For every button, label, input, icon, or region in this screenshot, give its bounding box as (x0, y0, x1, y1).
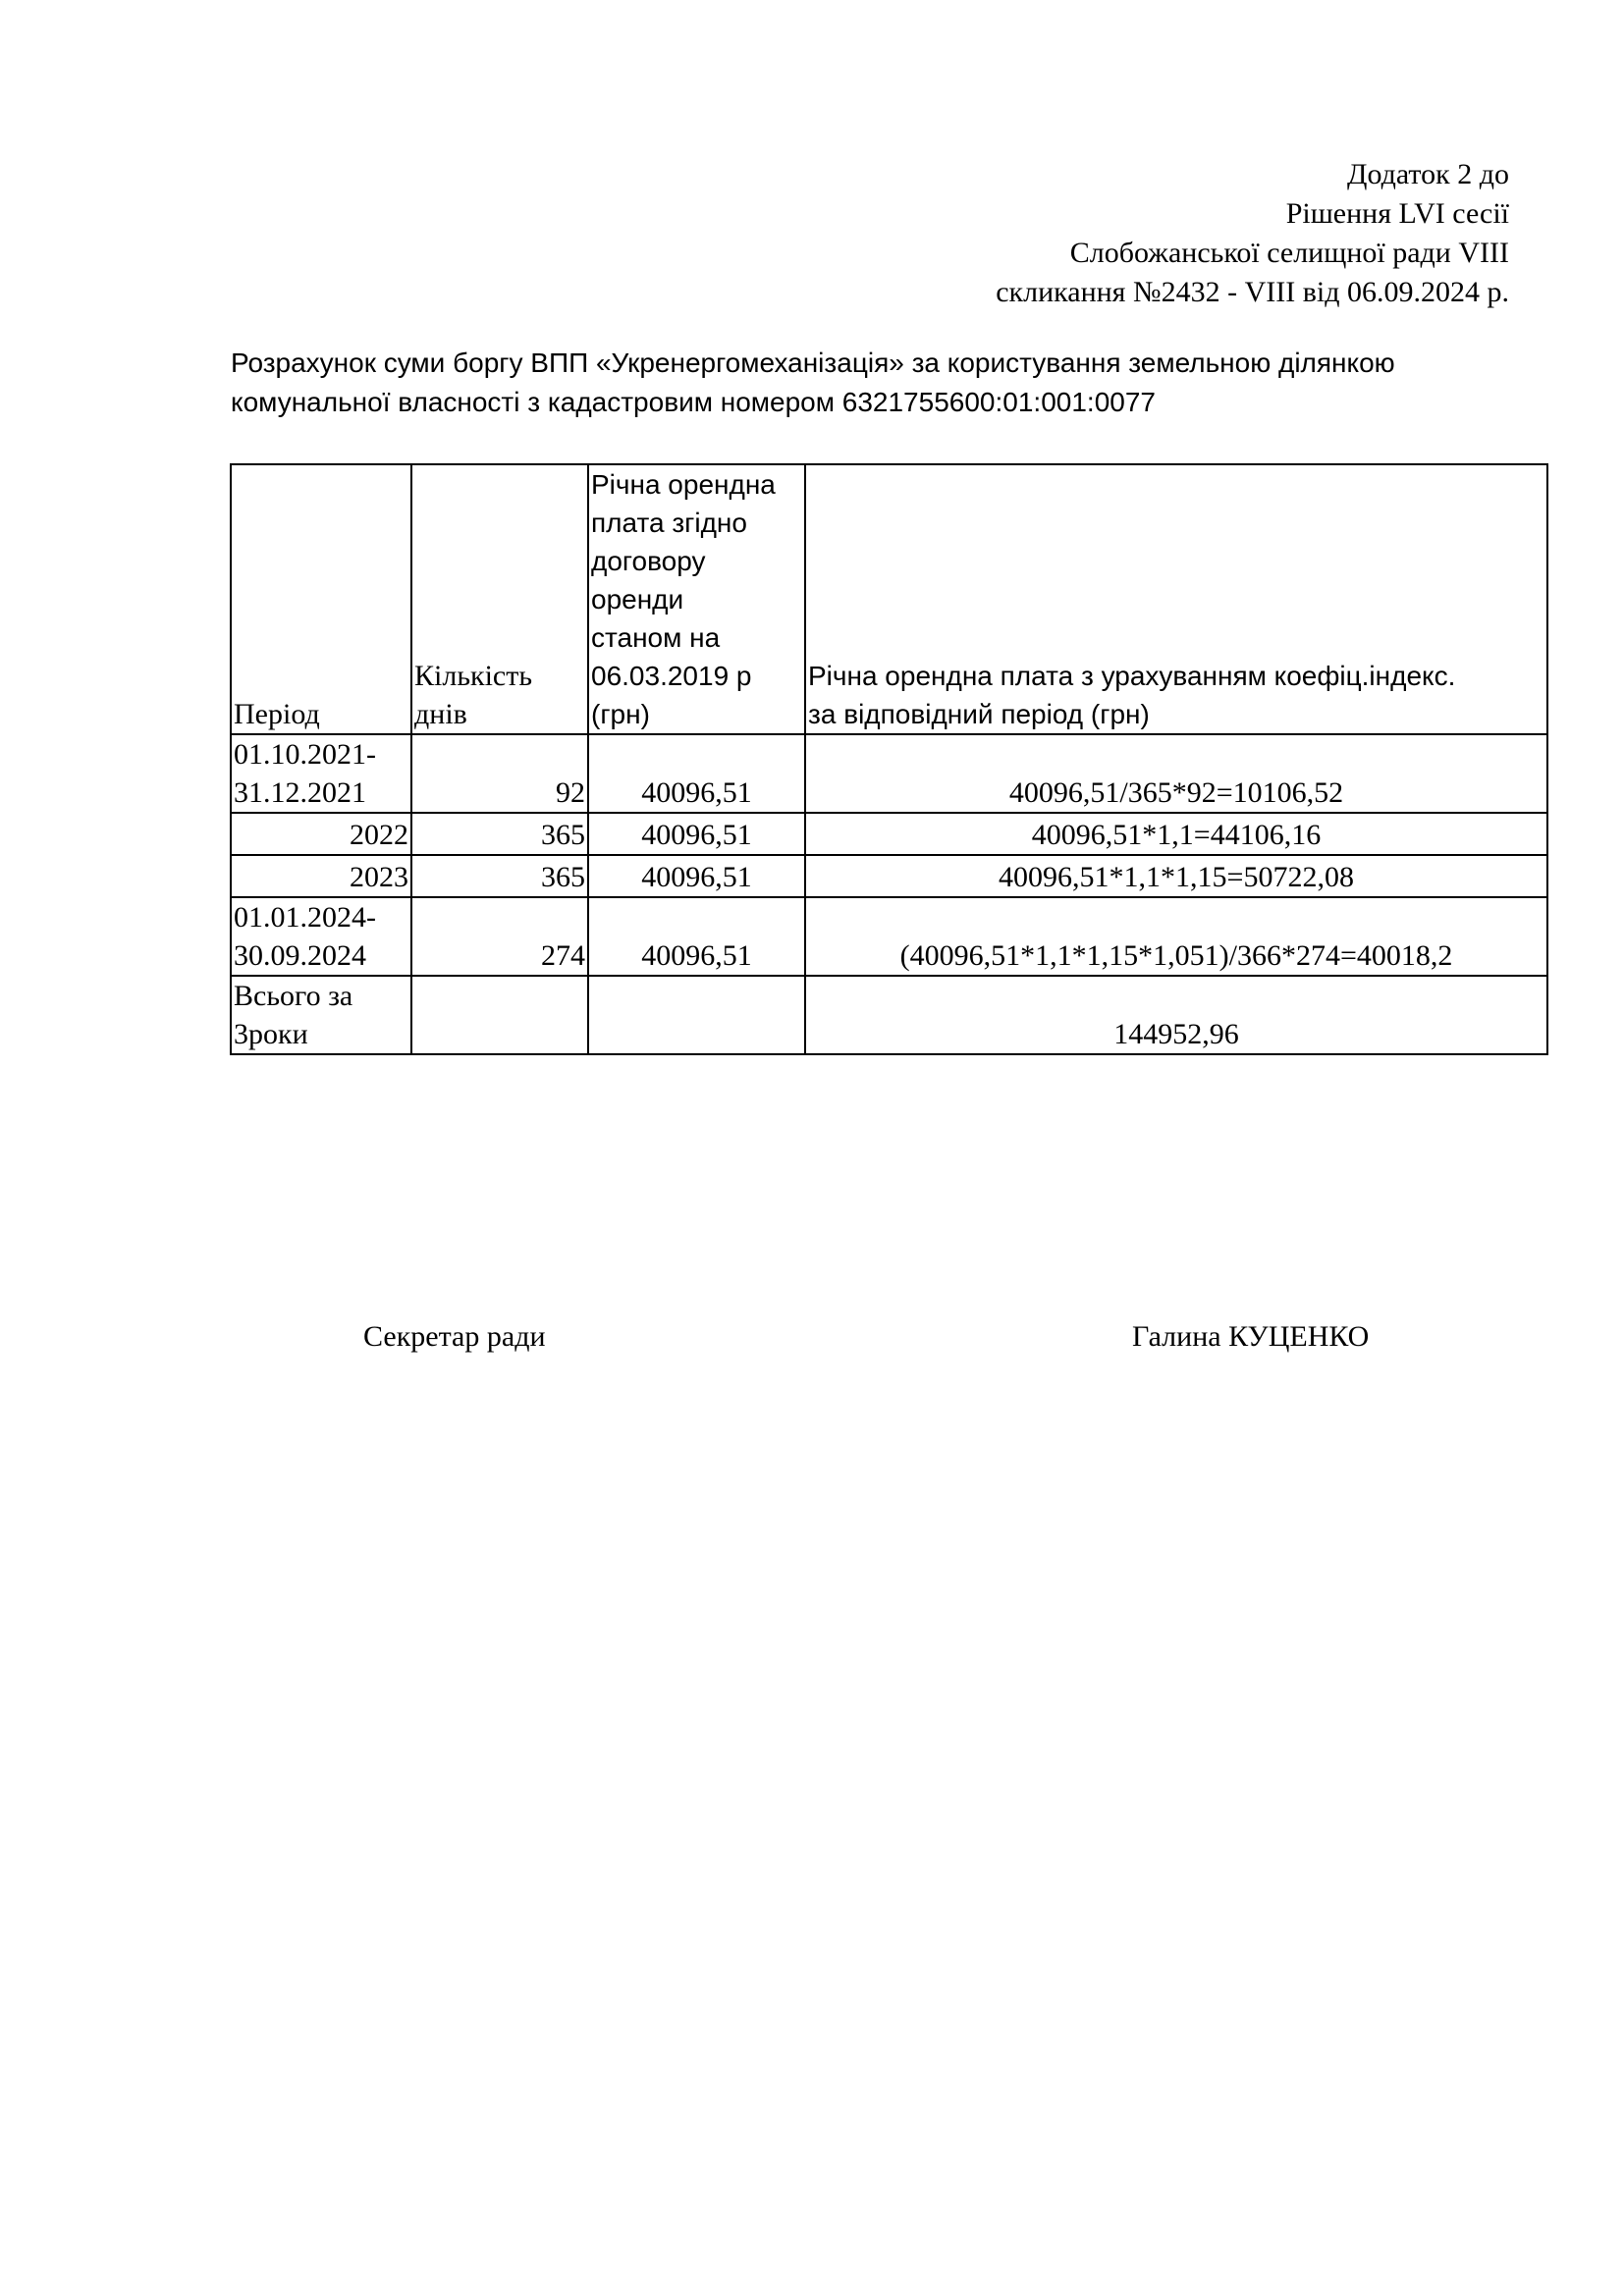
cell-period: 01.10.2021- 31.12.2021 (231, 734, 411, 813)
cell-days: 274 (411, 897, 588, 976)
document-subject (231, 344, 1527, 422)
table-row (231, 855, 1547, 897)
cell-formula: 40096,51*1,1=44106,16 (805, 813, 1547, 855)
cell-period: 2023 (231, 855, 411, 897)
cell-rent: 40096,51 (588, 734, 805, 813)
total-empty-days (411, 976, 588, 1054)
cell-days: 365 (411, 855, 588, 897)
document-header (625, 155, 1509, 312)
total-value: 144952,96 (805, 976, 1547, 1054)
table-row (231, 897, 1547, 976)
total-label: Всього за 3роки (231, 976, 411, 1054)
subject-line-1: Розрахунок суми боргу ВПП «Укренергомеханізація» за користування земельною ділянкою (231, 347, 1395, 378)
cell-period: 2022 (231, 813, 411, 855)
cell-formula: (40096,51*1,1*1,15*1,051)/366*274=40018,2 (805, 897, 1547, 976)
debt-calculation-table (230, 463, 1548, 1055)
cell-rent: 40096,51 (588, 813, 805, 855)
cell-rent: 40096,51 (588, 855, 805, 897)
signature-name: Галина КУЦЕНКО (1132, 1320, 1370, 1353)
table-row (231, 734, 1547, 813)
header-indexed-rent: Річна орендна плата з урахуванням коефіц.індекс. за відповідний період (грн) (805, 464, 1547, 734)
header-line-2: Рішення LVI сесії (1285, 197, 1509, 230)
cell-days: 92 (411, 734, 588, 813)
cell-formula: 40096,51/365*92=10106,52 (805, 734, 1547, 813)
table-total-row (231, 976, 1547, 1054)
cell-rent: 40096,51 (588, 897, 805, 976)
header-line-3: Слобожанської селищної ради VIII (1069, 237, 1509, 269)
header-line-4: скликання №2432 - VIII від 06.09.2024 р. (996, 276, 1509, 308)
header-period: Період (231, 464, 411, 734)
table-row (231, 813, 1547, 855)
header-annual-rent: Річна орендна плата згідно договору оренди станом на 06.03.2019 р (грн) (588, 464, 805, 734)
subject-line-2: комунальної власності з кадастровим номером 6321755600:01:001:0077 (231, 387, 1156, 417)
cell-days: 365 (411, 813, 588, 855)
header-line-1: Додаток 2 до (1347, 158, 1509, 190)
cell-period: 01.01.2024- 30.09.2024 (231, 897, 411, 976)
cell-formula: 40096,51*1,1*1,15=50722,08 (805, 855, 1547, 897)
total-empty-rent (588, 976, 805, 1054)
table-header-row (231, 464, 1547, 734)
signature-position: Секретар ради (363, 1320, 546, 1353)
header-days: Кількість днів (411, 464, 588, 734)
